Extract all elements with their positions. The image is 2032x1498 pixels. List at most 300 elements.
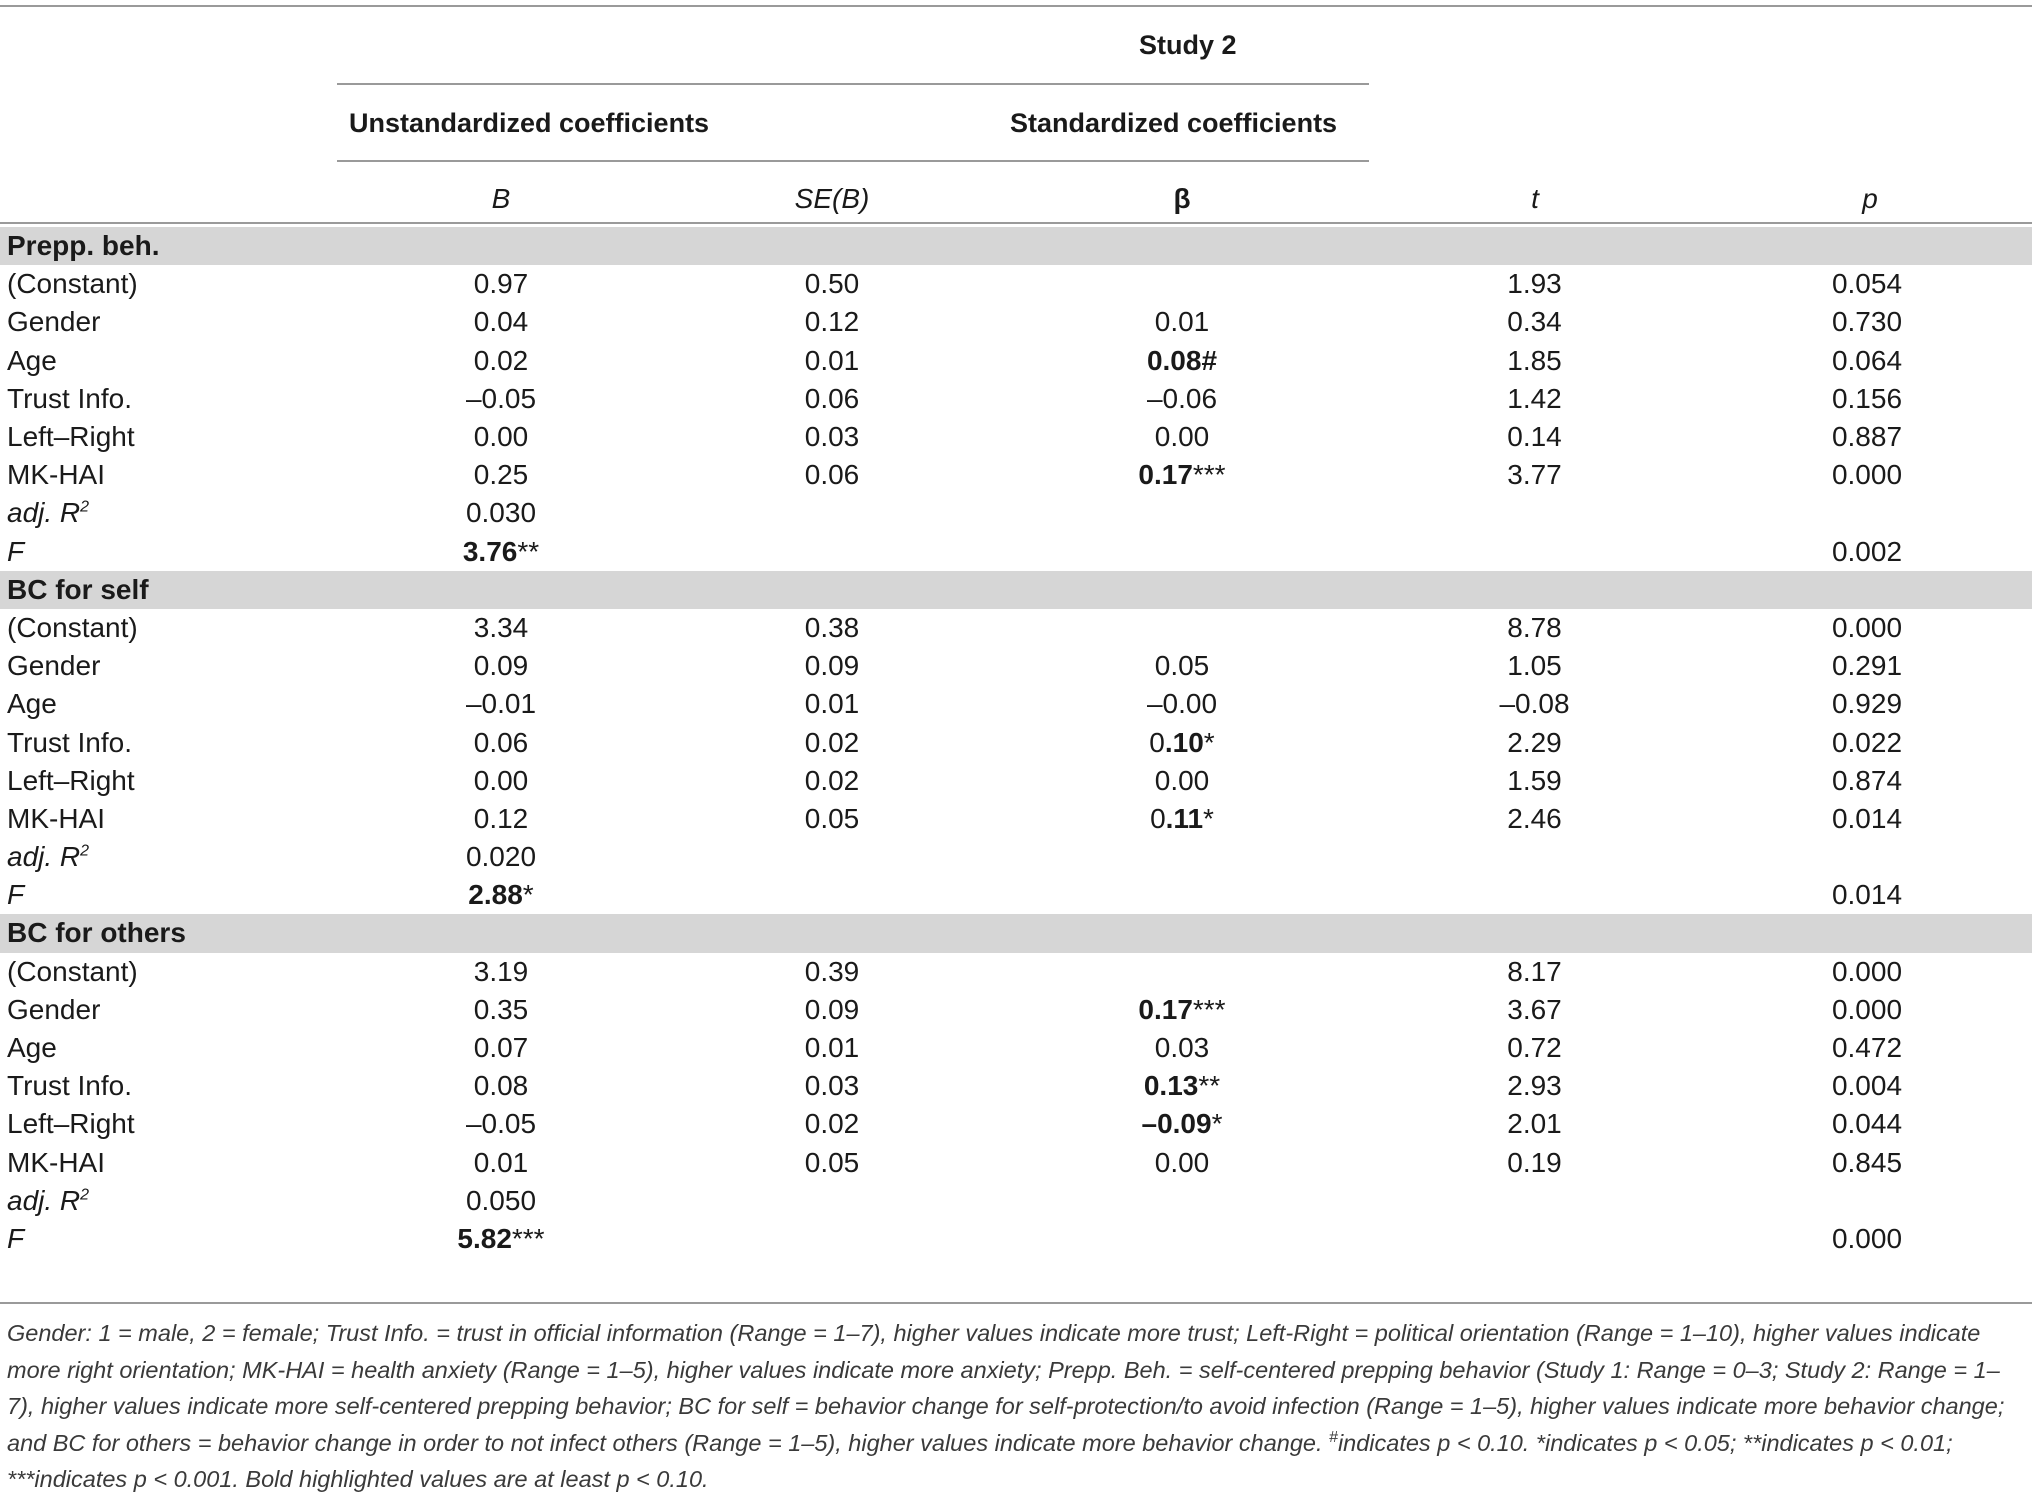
f-label-text: F	[7, 1222, 25, 1254]
section-title-text: Prepp. beh.	[7, 230, 160, 262]
adj-r2-label-text: adj. R	[7, 1184, 81, 1216]
cell-b-text: 0.01	[473, 1146, 529, 1178]
cell-beta	[997, 265, 1367, 303]
cell-t	[1367, 418, 1702, 456]
table-row	[0, 342, 2032, 380]
row-label-text: (Constant)	[7, 611, 138, 643]
adj-r2-row	[0, 494, 2032, 532]
row-label-text: (Constant)	[7, 268, 138, 300]
beta-value	[1147, 345, 1217, 376]
cell-se-text: 0.06	[804, 459, 860, 491]
cell-b-text: 0.00	[473, 764, 529, 796]
cell-p-text: 0.000	[1831, 955, 1903, 987]
f-value-stars: ***	[511, 1222, 545, 1254]
row-label	[0, 265, 335, 303]
cell-se-text: 0.02	[804, 726, 860, 758]
cell-t	[1367, 1144, 1702, 1182]
cell-b	[335, 1105, 667, 1143]
table-footnote	[7, 1315, 2007, 1498]
f-p-value-text: 0.014	[1831, 879, 1903, 911]
row-label-text: MK-HAI	[7, 459, 105, 491]
row-label	[0, 1144, 335, 1182]
cell-se-text: 0.39	[804, 955, 860, 987]
beta-number: 0.13	[1143, 1070, 1199, 1102]
cell-se	[667, 265, 997, 303]
cell-p	[1702, 723, 2032, 761]
cell-se-text: 0.01	[804, 1032, 860, 1064]
cell-b-text: 0.97	[473, 268, 529, 300]
f-label-text: F	[7, 535, 25, 567]
table-row	[0, 953, 2032, 991]
beta-stars: *	[1203, 802, 1214, 834]
cell-t-text: 0.19	[1507, 1146, 1562, 1178]
beta-value	[1155, 306, 1210, 337]
cell-beta	[997, 1144, 1367, 1182]
row-label	[0, 380, 335, 418]
cell-p	[1702, 609, 2032, 647]
row-label-text: Trust Info.	[7, 382, 133, 414]
table-row	[0, 418, 2032, 456]
cell-t	[1367, 1067, 1702, 1105]
cell-t-text: 2.46	[1507, 802, 1562, 834]
cell-t	[1367, 342, 1702, 380]
f-p-value	[1702, 1220, 2032, 1258]
beta-value	[1138, 459, 1225, 490]
cell-se	[667, 953, 997, 991]
cell-b-text: 0.07	[473, 1032, 529, 1064]
row-label-text: Left–Right	[7, 421, 135, 453]
cell-beta	[997, 800, 1367, 838]
cell-p-text: 0.472	[1831, 1032, 1903, 1064]
row-label	[0, 647, 335, 685]
adj-r2-value-text: 0.050	[465, 1184, 537, 1216]
standardized-heading: Standardized coefficients	[1010, 108, 1338, 138]
beta-prefix: 0	[1150, 802, 1166, 834]
adj-r2-label	[0, 494, 335, 532]
f-label-text: F	[7, 879, 25, 911]
cell-b-text: 0.35	[473, 993, 529, 1025]
top-rule	[0, 5, 2032, 7]
cell-beta	[997, 609, 1367, 647]
row-label	[0, 1029, 335, 1067]
empty-cell	[1702, 494, 2032, 532]
cell-t	[1367, 1029, 1702, 1067]
cell-b-text: 0.02	[473, 344, 529, 376]
cell-p	[1702, 380, 2032, 418]
empty-cell	[1367, 1182, 1702, 1220]
empty-cell	[1367, 533, 1702, 571]
cell-se-text: 0.09	[804, 650, 860, 682]
cell-p	[1702, 800, 2032, 838]
column-header-t: t	[1531, 183, 1539, 214]
adj-r2-value-text: 0.030	[465, 497, 537, 529]
f-label	[0, 876, 335, 914]
column-header-p: p	[1862, 183, 1878, 214]
beta-value	[1138, 994, 1225, 1025]
cell-beta	[997, 762, 1367, 800]
cell-beta	[997, 380, 1367, 418]
row-label	[0, 953, 335, 991]
cell-b	[335, 1067, 667, 1105]
cell-t-text: 0.34	[1507, 306, 1562, 338]
f-value	[335, 876, 667, 914]
cell-b	[335, 342, 667, 380]
cell-se	[667, 762, 997, 800]
cell-b	[335, 685, 667, 723]
beta-number: 0.00	[1154, 1146, 1210, 1178]
cell-p	[1702, 303, 2032, 341]
f-row	[0, 876, 2032, 914]
section-header	[0, 227, 2032, 265]
empty-cell	[667, 1182, 997, 1220]
adj-r2-label-text: adj. R	[7, 497, 81, 529]
f-value	[335, 533, 667, 571]
cell-b	[335, 762, 667, 800]
coefficients-underline	[337, 160, 1369, 162]
cell-se	[667, 685, 997, 723]
f-p-value-text: 0.002	[1831, 535, 1903, 567]
empty-cell	[997, 838, 1367, 876]
cell-t	[1367, 380, 1702, 418]
table-row	[0, 609, 2032, 647]
adj-r2-label-text: adj. R	[7, 841, 81, 873]
beta-number: 0.17	[1138, 459, 1193, 491]
beta-value	[1155, 650, 1210, 681]
cell-se-text: 0.05	[804, 1146, 860, 1178]
cell-t	[1367, 723, 1702, 761]
cell-beta	[997, 1029, 1367, 1067]
f-p-value-text: 0.000	[1831, 1222, 1903, 1254]
adj-r2-label	[0, 838, 335, 876]
table-body	[0, 227, 2032, 1258]
cell-t-text: 1.59	[1507, 764, 1562, 796]
cell-se	[667, 991, 997, 1029]
cell-p	[1702, 685, 2032, 723]
cell-se-text: 0.50	[804, 268, 860, 300]
footnote-tail: indicates p < 0.10. *indicates p < 0.05; **indicates p < 0.01; ***indicates p < 0.001. Bold highlighted values are at least p < 0.10.	[7, 1429, 1953, 1492]
cell-t	[1367, 265, 1702, 303]
row-label	[0, 418, 335, 456]
cell-se	[667, 1029, 997, 1067]
empty-cell	[667, 533, 997, 571]
cell-se	[667, 303, 997, 341]
row-label-text: MK-HAI	[7, 802, 105, 834]
beta-stars: ***	[1192, 459, 1226, 491]
cell-beta	[997, 1067, 1367, 1105]
empty-cell	[667, 494, 997, 532]
cell-b	[335, 609, 667, 647]
cell-b-text: 3.34	[473, 611, 529, 643]
beta-value	[1147, 383, 1217, 414]
beta-value	[1155, 421, 1210, 452]
cell-t-text: 1.05	[1507, 650, 1562, 682]
table-row	[0, 456, 2032, 494]
r2-superscript: 2	[80, 499, 90, 517]
f-value-stars: **	[517, 535, 540, 567]
row-label	[0, 762, 335, 800]
row-label-text: MK-HAI	[7, 1146, 105, 1178]
cell-beta	[997, 723, 1367, 761]
cell-t-text: 0.14	[1507, 421, 1562, 453]
table-row	[0, 1105, 2032, 1143]
cell-p	[1702, 418, 2032, 456]
cell-b	[335, 953, 667, 991]
cell-p	[1702, 1144, 2032, 1182]
f-row	[0, 533, 2032, 571]
f-label	[0, 1220, 335, 1258]
beta-stars: *	[1203, 726, 1215, 758]
row-label	[0, 1067, 335, 1105]
cell-p	[1702, 762, 2032, 800]
cell-se-text: 0.03	[804, 421, 860, 453]
cell-p	[1702, 342, 2032, 380]
cell-p-text: 0.004	[1831, 1070, 1903, 1102]
adj-r2-value	[335, 1182, 667, 1220]
cell-se	[667, 1105, 997, 1143]
row-label	[0, 723, 335, 761]
empty-cell	[1367, 876, 1702, 914]
cell-t-text: 2.93	[1507, 1070, 1562, 1102]
beta-value	[1149, 727, 1214, 758]
cell-se-text: 0.02	[804, 1108, 860, 1140]
cell-p-text: 0.000	[1831, 611, 1903, 643]
column-header-se: SE(B)	[794, 183, 870, 214]
cell-p-text: 0.929	[1831, 688, 1903, 720]
cell-b	[335, 800, 667, 838]
cell-p-text: 0.000	[1831, 993, 1903, 1025]
cell-beta	[997, 685, 1367, 723]
header-bottom-rule	[0, 222, 2032, 224]
cell-p-text: 0.874	[1831, 764, 1903, 796]
cell-t-text: 8.17	[1507, 955, 1562, 987]
data-table	[0, 227, 2032, 1258]
f-p-value	[1702, 876, 2032, 914]
beta-value	[1155, 1147, 1210, 1178]
f-value-number: 3.76	[462, 535, 518, 567]
empty-cell	[1367, 838, 1702, 876]
empty-cell	[1702, 838, 2032, 876]
table-row	[0, 1067, 2032, 1105]
cell-beta	[997, 456, 1367, 494]
cell-b	[335, 418, 667, 456]
table-row	[0, 380, 2032, 418]
cell-se	[667, 723, 997, 761]
cell-t-text: 3.77	[1507, 459, 1562, 491]
table-row	[0, 265, 2032, 303]
empty-cell	[667, 838, 997, 876]
cell-p-text: 0.291	[1831, 650, 1903, 682]
beta-number: 0.00	[1154, 764, 1210, 796]
empty-cell	[997, 494, 1367, 532]
study-heading: Study 2	[1139, 30, 1237, 60]
cell-beta	[997, 647, 1367, 685]
row-label-text: Age	[7, 344, 57, 376]
beta-number: 0.17	[1138, 993, 1193, 1025]
cell-t	[1367, 609, 1702, 647]
cell-b	[335, 991, 667, 1029]
cell-se	[667, 647, 997, 685]
cell-se-text: 0.02	[804, 764, 860, 796]
table-row	[0, 303, 2032, 341]
f-value-stars: *	[522, 879, 534, 911]
table-row	[0, 800, 2032, 838]
cell-beta	[997, 953, 1367, 991]
cell-t-text: 1.85	[1507, 344, 1562, 376]
table-row	[0, 762, 2032, 800]
cell-b-text: 0.09	[473, 650, 529, 682]
table-row	[0, 723, 2032, 761]
cell-b-text: 3.19	[473, 955, 529, 987]
cell-p	[1702, 991, 2032, 1029]
cell-se	[667, 456, 997, 494]
beta-number: .10	[1164, 726, 1204, 758]
cell-se-text: 0.06	[804, 382, 860, 414]
cell-se-text: 0.12	[804, 306, 860, 338]
beta-number: –0.06	[1146, 382, 1218, 414]
cell-se-text: 0.05	[804, 802, 860, 834]
beta-value	[1147, 688, 1217, 719]
cell-beta	[997, 1105, 1367, 1143]
cell-se	[667, 418, 997, 456]
beta-number: 0.03	[1154, 1032, 1210, 1064]
beta-value	[1155, 765, 1210, 796]
beta-number: –0.09	[1141, 1108, 1212, 1140]
row-label	[0, 991, 335, 1029]
row-label	[0, 800, 335, 838]
cell-p-text: 0.845	[1831, 1146, 1903, 1178]
cell-beta	[997, 418, 1367, 456]
cell-b	[335, 380, 667, 418]
cell-p-text: 0.014	[1831, 802, 1903, 834]
f-row	[0, 1220, 2032, 1258]
empty-cell	[997, 876, 1367, 914]
footnote-hash-mark: #	[1329, 1428, 1338, 1446]
cell-beta	[997, 342, 1367, 380]
cell-b-text: –0.05	[465, 382, 537, 414]
adj-r2-value-text: 0.020	[465, 841, 537, 873]
row-label-text: Gender	[7, 306, 101, 338]
adj-r2-value	[335, 494, 667, 532]
cell-b-text: –0.01	[465, 688, 537, 720]
section-header	[0, 571, 2032, 609]
row-label-text: Left–Right	[7, 1108, 135, 1140]
empty-cell	[1367, 1220, 1702, 1258]
cell-t	[1367, 685, 1702, 723]
beta-stars: ***	[1192, 993, 1226, 1025]
cell-t	[1367, 991, 1702, 1029]
cell-p	[1702, 1105, 2032, 1143]
empty-cell	[997, 1182, 1367, 1220]
empty-cell	[997, 533, 1367, 571]
r2-superscript: 2	[80, 842, 90, 860]
table-row	[0, 647, 2032, 685]
cell-beta	[997, 303, 1367, 341]
section-header	[0, 914, 2032, 952]
cell-beta	[997, 991, 1367, 1029]
row-label	[0, 456, 335, 494]
cell-se	[667, 1067, 997, 1105]
cell-t	[1367, 456, 1702, 494]
row-label	[0, 1105, 335, 1143]
cell-se-text: 0.38	[804, 611, 860, 643]
empty-cell	[667, 1220, 997, 1258]
table-row	[0, 685, 2032, 723]
f-value-number: 5.82	[457, 1222, 512, 1254]
cell-se	[667, 380, 997, 418]
table-row	[0, 1029, 2032, 1067]
cell-se-text: 0.01	[804, 344, 860, 376]
cell-b	[335, 456, 667, 494]
cell-t-text: 1.93	[1507, 268, 1562, 300]
cell-t	[1367, 762, 1702, 800]
beta-number: 0.01	[1154, 306, 1210, 338]
cell-b	[335, 303, 667, 341]
beta-value	[1155, 1032, 1210, 1063]
r2-superscript: 2	[80, 1186, 90, 1204]
f-p-value	[1702, 533, 2032, 571]
cell-p	[1702, 456, 2032, 494]
unstandardized-heading: Unstandardized coefficients	[349, 108, 710, 138]
cell-se	[667, 1144, 997, 1182]
beta-number: 0.05	[1154, 650, 1210, 682]
empty-cell	[1367, 494, 1702, 532]
cell-se-text: 0.09	[804, 993, 860, 1025]
cell-b-text: 0.08	[473, 1070, 529, 1102]
section-title	[0, 914, 2032, 952]
bottom-rule	[0, 1302, 2032, 1304]
cell-t-text: 8.78	[1507, 611, 1562, 643]
cell-t	[1367, 303, 1702, 341]
cell-p-text: 0.022	[1831, 726, 1903, 758]
cell-se	[667, 800, 997, 838]
section-title	[0, 571, 2032, 609]
beta-number: –0.00	[1146, 688, 1218, 720]
beta-value	[1150, 803, 1214, 834]
cell-se	[667, 609, 997, 647]
cell-t	[1367, 953, 1702, 991]
cell-p-text: 0.156	[1831, 382, 1903, 414]
f-value	[335, 1220, 667, 1258]
cell-t	[1367, 800, 1702, 838]
adj-r2-row	[0, 1182, 2032, 1220]
beta-value	[1144, 1070, 1220, 1101]
cell-b-text: 0.00	[473, 421, 529, 453]
cell-b	[335, 647, 667, 685]
section-title-text: BC for self	[7, 573, 149, 605]
adj-r2-value	[335, 838, 667, 876]
cell-b-text: 0.04	[473, 306, 529, 338]
cell-b	[335, 265, 667, 303]
empty-cell	[997, 1220, 1367, 1258]
cell-se	[667, 342, 997, 380]
cell-p	[1702, 1029, 2032, 1067]
footnote-main: Gender: 1 = male, 2 = female; Trust Info. = trust in official information (Range = 1–7), higher values indicate more trust; Left-Right = political orientation (Range = 1–10), higher values indicate more right orientation; MK-HAI = health anxiety (Range = 1–5), higher values indicate more anxiety; Prepp. Beh. = self-centered prepping behavior (Study 1: Range = 0–3; Study 2: Range = 1–7), higher values indicate more self-centered prepping behavior; BC for self = behavior change for self-protection/to avoid infection (Range = 1–5), higher values indicate more behavior change; and BC for others = behavior change in order to not infect others (Range = 1–5), higher values indicate more behavior change.	[7, 1320, 2005, 1456]
cell-b-text: 0.06	[473, 726, 529, 758]
cell-p	[1702, 265, 2032, 303]
table-row	[0, 991, 2032, 1029]
beta-number: .11	[1165, 802, 1204, 834]
beta-prefix: 0	[1149, 726, 1165, 758]
f-value-number: 2.88	[468, 879, 523, 911]
study-underline	[337, 83, 1369, 85]
empty-cell	[667, 876, 997, 914]
cell-p-text: 0.730	[1831, 306, 1903, 338]
cell-p-text: 0.044	[1831, 1108, 1903, 1140]
section-title	[0, 227, 2032, 265]
cell-p-text: 0.054	[1831, 268, 1903, 300]
row-label	[0, 685, 335, 723]
row-label-text: Left–Right	[7, 764, 135, 796]
